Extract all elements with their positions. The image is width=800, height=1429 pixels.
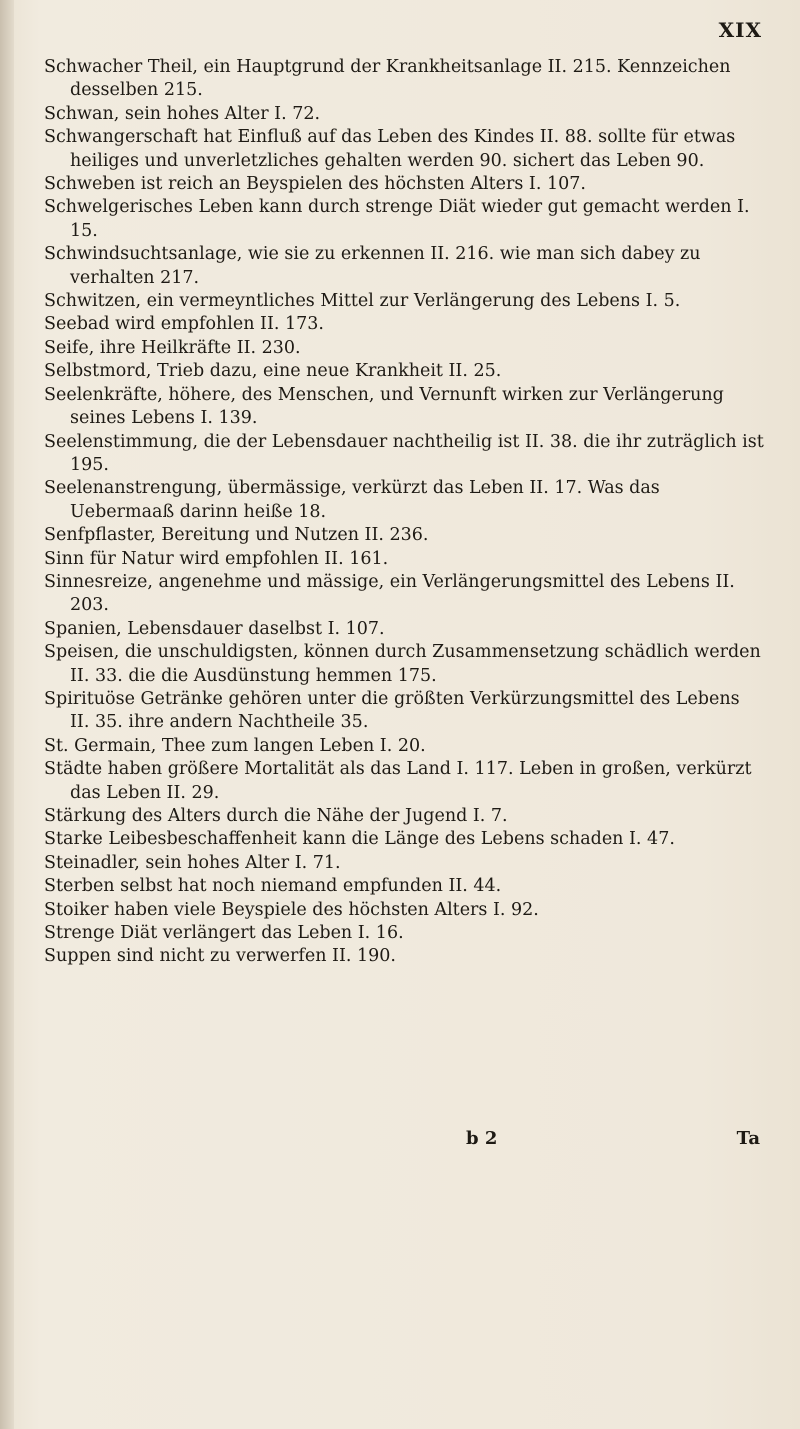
index-entry: Seelenanstrengung, übermässige, verkürzt das Leben II. 17. Was das Uebermaaß darinn heiße 18.	[44, 478, 660, 522]
index-entry: Schwitzen, ein vermeyntliches Mittel zur Verlängerung des Lebens I. 5.	[44, 291, 681, 312]
index-entry: Sterben selbst hat noch niemand empfunden II. 44.	[44, 876, 502, 897]
index-entry: Spirituöse Getränke gehören unter die größten Verkürzungsmittel des Lebens II. 35. ihre andern Nachtheile 35.	[44, 688, 740, 733]
index-entry: Strenge Diät verlängert das Leben I. 16.	[44, 923, 404, 944]
index-entry: Schweben ist reich an Beyspielen des höchsten Alters I. 107.	[44, 174, 586, 195]
index-entry: Selbstmord, Trieb dazu, eine neue Krankheit II. 25.	[44, 361, 502, 382]
index-entry: Seelenstimmung, die der Lebensdauer nachtheilig ist II. 38. die ihr zuträglich ist 195.	[44, 431, 764, 475]
index-entry: Schwacher Theil, ein Hauptgrund der Krankheitsanlage II. 215. Kennzeichen desselben 215.	[44, 57, 731, 101]
catchword: Ta	[736, 1128, 760, 1149]
index-list	[44, 56, 764, 969]
index-entry: Schwangerschaft hat Einfluß auf das Leben des Kindes II. 88. sollte für etwas heiliges und unverletzliches gehalten werden 90. sichert das Leben 90.	[44, 127, 736, 171]
index-entry: Seife, ihre Heilkräfte II. 230.	[44, 337, 301, 358]
index-entry: Senfpflaster, Bereitung und Nutzen II. 236.	[44, 525, 429, 546]
index-entry: Seebad wird empfohlen II. 173.	[44, 314, 324, 335]
index-entry: Stärkung des Alters durch die Nähe der Jugend I. 7.	[44, 806, 508, 826]
index-entry: Sinn für Natur wird empfohlen II. 161.	[44, 548, 389, 569]
index-entry: St. Germain, Thee zum langen Leben I. 20.	[44, 735, 426, 756]
index-entry: Spanien, Lebensdauer daselbst I. 107.	[44, 618, 385, 639]
index-entry: Sinnesreize, angenehme und mässige, ein Verlängerungsmittel des Lebens II. 203.	[44, 571, 735, 616]
signature-mark: b 2	[466, 1128, 498, 1149]
page-number: XIX	[718, 18, 762, 42]
index-entry: Städte haben größere Mortalität als das Land I. 117. Leben in großen, verkürzt das Leben II. 29.	[44, 759, 752, 803]
index-entry: Schwan, sein hohes Alter I. 72.	[44, 103, 321, 124]
index-entry: Schwelgerisches Leben kann durch strenge Diät wieder gut gemacht werden I. 15.	[44, 197, 750, 241]
index-entry: Stoiker haben viele Beyspiele des höchsten Alters I. 92.	[44, 899, 539, 920]
index-entry: Starke Leibesbeschaffenheit kann die Länge des Lebens schaden I. 47.	[44, 829, 675, 850]
index-entry: Schwindsuchtsanlage, wie sie zu erkennen II. 216. wie man sich dabey zu verhalten 217.	[44, 244, 701, 288]
index-entry: Seelenkräfte, höhere, des Menschen, und Vernunft wirken zur Verlängerung seines Lebens I. 139.	[44, 384, 724, 429]
index-entry: Speisen, die unschuldigsten, können durch Zusammensetzung schädlich werden II. 33. die die Ausdünstung hemmen 175.	[44, 642, 761, 686]
index-entry: Steinadler, sein hohes Alter I. 71.	[44, 852, 341, 873]
index-entry: Suppen sind nicht zu verwerfen II. 190.	[44, 946, 396, 967]
page-gutter	[0, 0, 14, 1429]
